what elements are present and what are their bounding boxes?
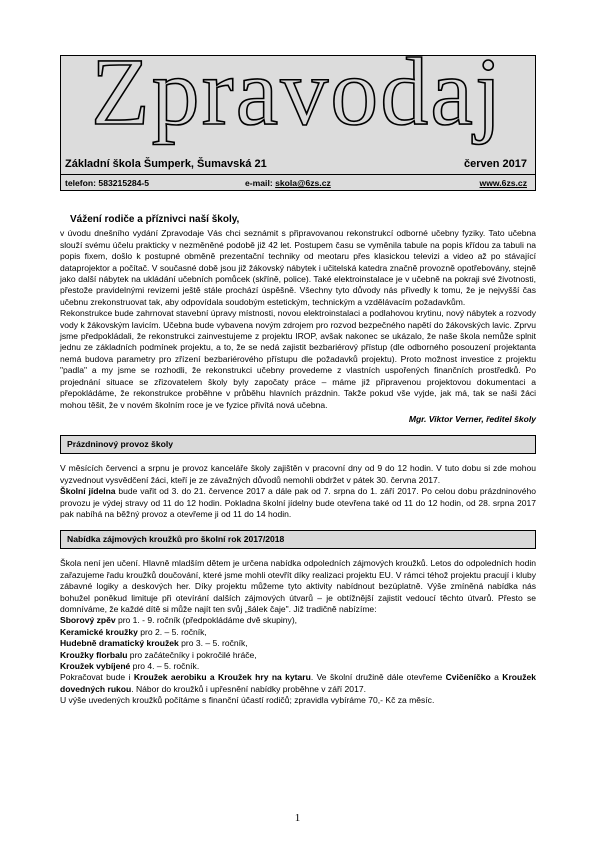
club-name: Keramické kroužky [60,626,138,637]
content [60,214,536,707]
club-name: Kroužek vybíjené [60,661,131,671]
intro-paragraph-2: Rekonstrukce bude zahrnovat stavební úpravy místnosti, novou elektroinstalaci a podlahovou krytinu, nový nábytek a rozvody vody k žákovským lavicím. Učebna bude vybavena novým zdrojem pro rozvod bezpečného napětí do žákovských lavic. Zprvu jsme předpokládali, že rekonstrukci zainvestujeme z projektu IROP, avšak nakonec se ukázalo, že naše škola nemůže splnit jednu ze základních podmínek projektu, a to, že se nedá zajistit bezbariérový přístup (dle odborného posouzení projektanta nemá budova parametry pro zřízení bezbariérového přístupu dle požadavků projektu). Proto možnost investice z projektu "padla" a my jsme se rozhodli, že rekonstrukci učebny provedeme z vlastních uspořených finančních prostředků. Po projednání situace se zřizovatelem školy byly započaty práce – máme již připravenou projektovou dokumentaci a přepokládáme, že rekonstrukce proběhne v průběhu hlavních prázdnin. Takže pokud vše vyjde, jak má, tak se naši žáci mohou těšit, že v novém školním roce je ve fyzice přivítá nová učebna. [60,308,536,410]
clubs-paragraph-1: Škola není jen učení. Hlavně mladším dětem je určena nabídka odpoledních zájmových kroužků. Letos do odpoledních hodin zařazujeme řadu kroužků doučování, které jsme mohli otevřít díky realizaci projektu EU. V rámci téhož projektu pracují i kluby zábavné logiky a deskových her. Díky projektu můžeme tyto aktivity nabídnout bezúplatně. Výše zmíněná nabídka nás bohužel poněkud limituje při otevírání dalších zájmových útvarů – je obtížnější zajistit vedoucí těchto útvarů. Přesto se domníváme, že každé dítě si může najít ten svůj „šálek čaje". Již tradičně nabízíme: [60,558,536,614]
page-number: 1 [294,812,301,824]
list-item [60,615,536,626]
holiday-paragraph-1: V měsících červenci a srpnu je provoz kanceláře školy zajištěn v pracovní dny od 9 do 12 hodin. V tuto dobu si zde mohou vyzvednout vysvědčení žáci, kteří je ze závažných důvodů nemohli obdržet v pátek 30. června 2017. [60,463,536,485]
masthead [60,38,536,191]
section-heading-holiday: Prázdninový provoz školy [60,435,536,454]
contact-bar [61,174,535,192]
club-detail: pro 1. - 9. ročník (předpokládáme dvě skupiny), [115,615,298,626]
text-run: . Ve školní družině dále otevřeme [310,672,446,683]
list-item [60,627,536,638]
club-name: Cvičeníčko [445,672,491,683]
email-line [245,178,331,188]
club-name: Kroužky florbalu [60,649,128,660]
clubs-list [60,615,536,672]
intro-paragraph-1: v úvodu dnešního vydání Zpravodaje Vás chci seznámit s připravovanou rekonstrukcí odborné učebny fyziky. Tato učebna slouží svému účelu prakticky v nezměněné podobě již 42 let. Postupem času se vyměnila tabule na popis křídou za tabuli na popis fixem, došlo k postupné obměně prezentační techniky od meotaru přes klasickou televizi a video až po stávající dataprojektor a počítač. V současné době jsou již žákovský nábytek i učitelská katedra značně provozně opotřebovány, stejně jako další nábytek na ukládání učebních pomůcek (skříně, police). Také elektroinstalace je v učebně na pokraji své životnosti, přestože pravidelnými revizemi ještě stále prochází úspěšně. Všechny tyto důvody nás přivedly k tomu, že je nejvyšší čas učebnu zrekonstruovat tak, aby odpovídala soudobým estetickým, technickým a vzdělávacím požadavkům. [60,228,536,307]
list-item [60,650,536,661]
club-detail: pro 2. – 5. ročník, [137,626,207,637]
club-detail: pro 3. – 5. ročník, [178,638,248,649]
club-name: Kroužek aerobiku a Kroužek hry na kytaru [133,672,311,683]
school-name: Základní škola Šumperk, Šumavská 21 [65,158,267,170]
club-detail: pro začátečníky i pokročilé hráče, [127,649,257,660]
club-detail: pro 4. – 5. ročník. [130,661,200,671]
clubs-paragraph-3: U výše uvedených kroužků počítáme s finanční účastí rodičů; zpravidla vybíráme 70,- Kč za měsíc. [60,695,435,706]
email-link[interactable]: skola@6zs.cz [275,178,331,188]
text-run: a [490,672,503,683]
holiday-paragraph-2 [60,486,536,520]
greeting: Vážení rodiče a příznivci naší školy, [70,214,240,225]
website-link[interactable] [480,178,527,188]
canteen-text: bude vařit od 3. do 21. července 2017 a dále pak od 7. srpna do 1. září 2017. Po celou dobu prázdninového provozu je výdej stravy od 11 do 12 hodin. Pokladna školní jídelny bude otevřena také od 11 do 12 hodin, od 28. srpna 2017 pak nabíhá na běžný provoz a otevřeme ji od 11 do 14 hodin. [60,486,536,519]
clubs-paragraph-2 [60,672,536,695]
canteen-label: Školní jídelna [60,486,116,497]
issue-date: červen 2017 [464,158,527,170]
section-heading-clubs: Nabídka zájmových kroužků pro školní rok 2017/2018 [60,530,536,549]
signature: Mgr. Viktor Verner, ředitel školy [408,413,536,424]
club-name: Hudebně dramatický kroužek [60,638,179,649]
text-run: Pokračovat bude i [60,672,134,683]
list-item [60,661,536,672]
club-name: Kroužek dovedných rukou [60,672,536,694]
newsletter-title: Zpravodaj [91,38,504,145]
text-run: . Nábor do kroužků i upřesnění nabídky proběhne v září 2017. [131,683,366,694]
club-name: Sborový zpěv [60,615,116,626]
email-label: e-mail: [245,178,276,188]
website-text[interactable]: www.6zs.cz [479,178,527,188]
list-item [60,638,536,649]
phone: telefon: 583215284-5 [65,178,150,188]
